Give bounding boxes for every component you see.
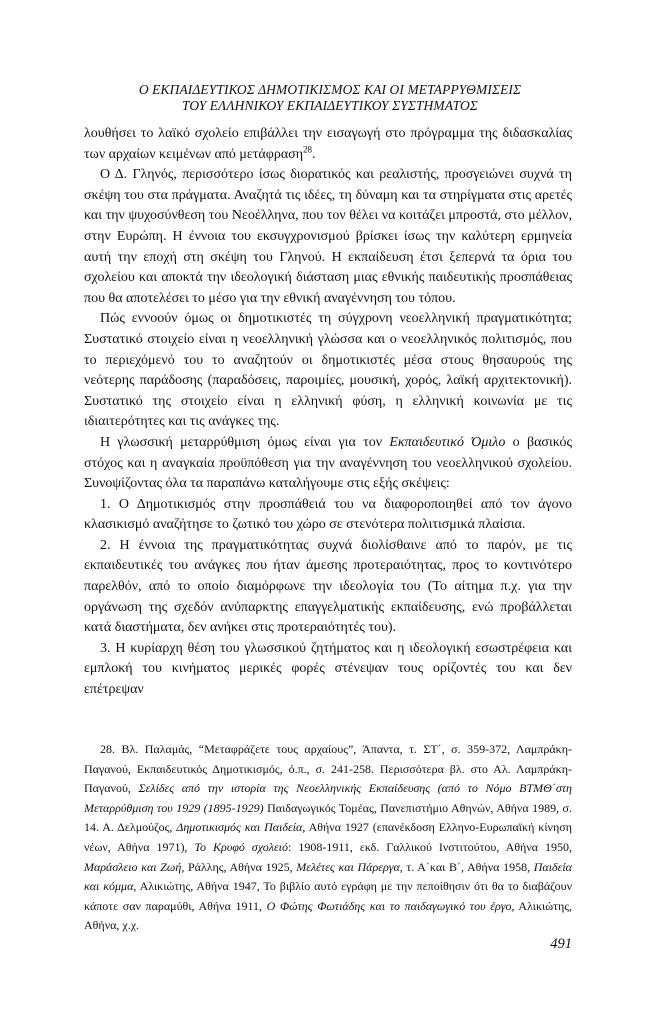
fn-italic-6: Παιδεία και κόμμα xyxy=(84,859,572,894)
paragraph-4 xyxy=(84,433,572,495)
fn-italic-1: Σελίδες από την ιστορία της Νεοελληνικής Εκπαίδευσης (από το Νόμο ΒΤΜΘ΄στη Μεταρρύθμιση του 1929 (1895-1929) xyxy=(84,781,572,815)
paragraph-2: Ο Δ. Γληνός, περισσότερο ίσως διορατικός και ρεαλιστής, προσγειώνει συχνά τη σκέψη του στα πράγματα. Αναζητά τις ιδέες, τη δύναμη και τα στηρίγματα στις αρετές και την ψυχοσύνθεση του Νεοέλληνα, που τον θέλει να κοιτάζει μπροστά, στο μέλλον, στην Ευρώπη. Η έννοια του εκσυγχρονισμού βρίσκει ίσως την καλύτερη ερμηνεία αυτή την εποχή στη σκέψη του Γληνού. Η εκπαίδευση έτσι ξεπερνά τα όρια του σχολείου και αποκτά την ιδεολογική διάσταση μιας εθνικής παιδευτικής προσπάθειας που θα αποτελέσει το μέσο για την εθνική αναγέννηση του τόπου. xyxy=(84,167,572,306)
fn-text-5: , Ράλλης, Αθήνα 1925, xyxy=(181,859,297,874)
fn-text-1: 28. Βλ. Παλαμάς, “Μεταφράζετε τους αρχαίους”, Άπαντα, τ. ΣΤ΄, σ. 359-372, Λαμπράκη-Παγανού, Εκπαιδευτικός Δημοτικισμός, ό.π., σ. 241-258. Περισσότερα βλ. στο Αλ. Λαμπράκη-Παγανού, xyxy=(84,742,572,796)
fn-text-6: , τ. Α΄και Β΄, Αθήνα 1958, xyxy=(399,859,534,874)
paragraph-point-3: 3. Η κυρίαρχη θέση του γλωσσικού ζητήματος και η ιδεολογική εσωστρέφεια και εμπλοκή του κινήματος μερικές φορές στένεψαν τους ορίζοντές του και δεν επέτρεψαν xyxy=(84,640,572,698)
paragraph-1-text: λουθήσει το λαϊκό σχολείο επιβάλλει την εισαγωγή στο πρόγραμμα της διδασκαλίας των αρχαίων κειμένων από μετάφραση xyxy=(84,126,572,162)
footnote-reference: 28 xyxy=(303,143,313,154)
fn-text-7: , Αλικιώτης, Αθήνα 1947, Το βιβλίο αυτό εγράφη με την πεποίθησιν ότι θα το διαβάζουν κάποτε σαν παραμύθι, Αθήνα 1911, xyxy=(84,879,573,913)
fn-italic-5: Μελέτες και Πάρεργα xyxy=(296,859,400,874)
paragraph-3: Πώς εννοούν όμως οι δημοτικιστές τη σύγχρονη νεοελληνική πραγματικότητα; Συστατικό στοιχείο είναι η νεοελληνική γλώσσα και ο νεοελληνικός πολιτισμός, που το περιεχόμενό του το αναζητούν οι δημοτικιστές μέσα στους θησαυρούς της νεότερης παράδοσης (παραδόσεις, παροιμίες, μουσική, χορός, λαϊκή αρχιτεκτονική). Συστατικό της στοιχείο είναι η ελληνική φύση, η ελληνική κοινωνία με τις ιδιαιτερότητες και τις ανάγκες της. xyxy=(84,311,572,430)
fn-text-3: , Αθήνα 1927 (επανέκδοση Ελληνο-Ευρωπαϊκή κίνηση νέων, Αθήνα 1971), xyxy=(84,820,572,854)
footnote-28 xyxy=(84,740,572,936)
paragraph-1: λουθήσει το λαϊκό σχολείο επιβάλλει την εισαγωγή στο πρόγραμμα της διδασκαλίας των αρχαίων κειμένων από μετάφραση$^{28}$. xyxy=(84,126,572,162)
fn-italic-4: Μαράσλειο και Ζωή xyxy=(84,859,182,874)
main-body-text xyxy=(84,124,572,701)
header-line-1: Ο ΕΚΠΑΙΔΕΥΤΙΚΟΣ ΔΗΜΟΤΙΚΙΣΜΟΣ ΚΑΙ ΟΙ ΜΕΤΑΡΡΥΘΜΙΣΕΙΣ xyxy=(138,82,522,97)
header-line-2: ΤΟΥ ΕΛΛΗΝΙΚΟΥ ΕΚΠΑΙΔΕΥΤΙΚΟΥ ΣΥΣΤΗΜΑΤΟΣ xyxy=(182,98,478,113)
paragraph-point-2: 2. Η έννοια της πραγματικότητας συχνά διολίσθαινε από το παρόν, με τις εκπαιδευτικές του ανάγκες που ήταν άμεσης προτεραιότητας, προς το κοντινότερο παρελθόν, από το οποίο διαμόρφωνε την ιδεολογία του (Το αίτημα π.χ. για την οργάνωση της σχεδόν ανύπαρκτης επαγγελματικής εκπαίδευσης, ενώ προβάλλεται κατά διαστήματα, δεν ανήκει στις προτεραιότητές του). xyxy=(84,537,572,636)
fn-text-4: : 1908-1911, εκδ. Γαλλικού Ινστιτούτου, Αθήνα 1950, xyxy=(288,839,573,854)
fn-italic-3: Το Κρυφό σχολειό xyxy=(194,839,289,854)
running-header xyxy=(100,82,560,114)
fn-italic-2: Δημοτικισμός και Παιδεία xyxy=(176,820,303,835)
paragraph-point-1: 1. Ο Δημοτικισμός στην προσπάθειά του να διαφοροποιηθεί από τον άγονο κλασικισμό αναζήτησε το ζωτικό του χώρο σε στενότερα πολιτισμικά πλαίσια. xyxy=(84,496,572,533)
page-number: 491 xyxy=(550,936,572,952)
paragraph-4-italic: Εκπαιδευτικό Όμιλο xyxy=(389,434,506,450)
footnotes xyxy=(84,740,572,936)
paragraph-4-text-b: ο βασικός στόχος και η αναγκαία προϋπόθεση για την αναγέννηση του νεοελληνικού σχολείου. Συνοψίζοντας όλα τα παραπάνω καταλήγουμε στις εξής σκέψεις: xyxy=(84,434,573,492)
fn-text-2: Παιδαγωγικός Τομέας, Πανεπιστήμιο Αθηνών, Αθήνα 1989, σ. 14. Α. Δελμούζος, xyxy=(84,800,573,835)
paragraph-4-text-a: Η γλωσσική μεταρρύθμιση όμως είναι για τον xyxy=(100,434,390,450)
fn-italic-7: Ο Φώτης Φωτιάδης και το παιδαγωγικό του έργο xyxy=(266,898,512,913)
fn-text-8: , Αλικιώτης, Αθήνα, χ.χ. xyxy=(84,898,572,933)
